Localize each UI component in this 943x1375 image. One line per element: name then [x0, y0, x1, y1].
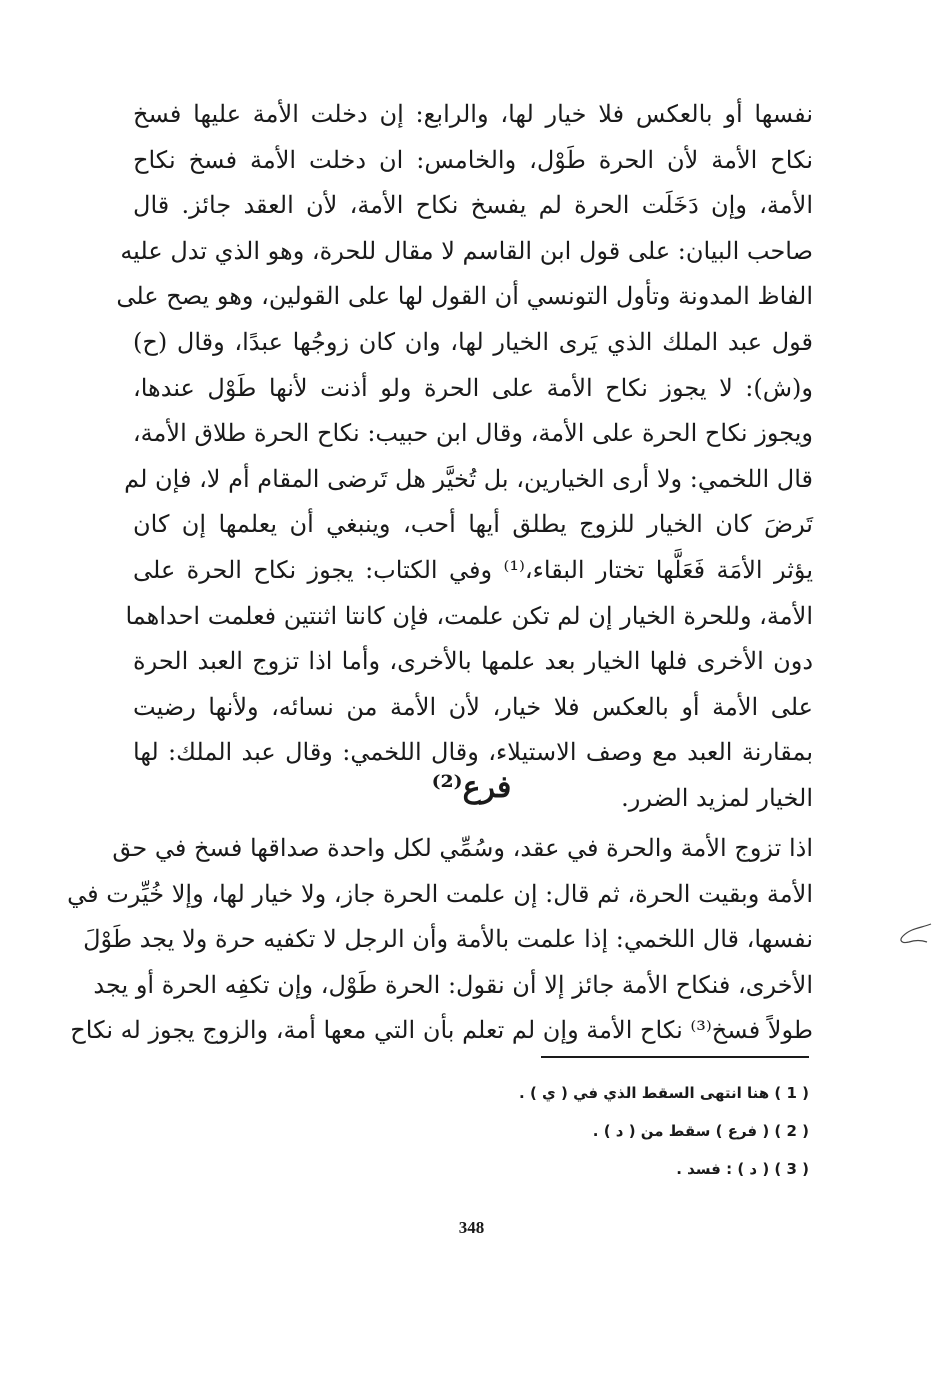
section-heading: فرع⁽²⁾: [431, 770, 512, 805]
text-line: نكاح الأمة لأن الحرة طَوْل، والخامس: ان دخلت الأمة فسخ نكاح: [133, 145, 813, 174]
text-line: الأمة، وإن دَخَلَت الحرة لم يفسخ نكاح الأمة، لأن العقد جائز. قال: [133, 191, 813, 220]
footnotes: [309, 1074, 809, 1188]
text-line: الفاظ المدونة وتأول التونسي أن القول لها على القولين، وهو يصح على: [116, 282, 813, 311]
text-line: نفسها، قال اللخمي: إذا علمت بالأمة وأن الرجل لا تكفيه حرة ولا يجد طَوْلَ: [83, 925, 813, 954]
text-line: اذا تزوج الأمة والحرة في عقد، وسُمِّي لكل واحدة صداقها فسخ في حق: [112, 834, 813, 862]
text-line: بمقارنة العبد مع وصف الاستيلاء، وقال اللخمي: وقال عبد الملك: لها: [133, 738, 813, 767]
page-number: 348: [458, 1218, 485, 1237]
text-line: طولاً فسخ⁽³⁾ نكاح الأمة وإن لم تعلم بأن التي معها أمة، والزوج يجوز له نكاح: [70, 1016, 813, 1045]
footnote-item: ( 2 ) ( فرع ) سقط من ( د ) .: [592, 1122, 809, 1140]
text-line: دون الأخرى فلها الخيار بعد علمها بالأخرى، وأما اذا تزوج العبد الحرة: [133, 647, 814, 676]
section-text-block: [67, 826, 813, 1054]
text-line: صاحب البيان: على قول ابن القاسم لا مقال للحرة، وهو الذي تدل عليه: [120, 236, 813, 265]
text-line: قال اللخمي: ولا أرى الخيارين، بل تُخيَّر هل تَرضى المقام أم لا، فإن لم: [124, 464, 813, 493]
text-line: نفسها أو بالعكس فلا خيار لها، والرابع: إن دخلت الأمة عليها فسخ: [133, 100, 814, 128]
text-line: على الأمة أو بالعكس فلا خيار، لأن الأمة من نسائه، ولأنها رضيت: [133, 692, 813, 721]
text-line: الأمة، وللحرة الخيار إن لم تكن علمت، فإن كانتا اثنتين فعلمت احداهما: [125, 601, 813, 630]
text-line: تَرضَ كان الخيار للزوج يطلق أيها أحب، وينبغي أن يعلمها إن كان: [133, 510, 813, 539]
footnote-item: ( 1 ) هنا انتهى السقط الذي في ( ي ) .: [519, 1084, 809, 1102]
text-line: قول عبد الملك الذي يَرى الخيار لها، وان كان زوجُها عبدًا، وقال (ح): [133, 327, 813, 356]
margin-pen-mark: [897, 918, 933, 952]
main-text-block: [116, 92, 814, 822]
text-line: الأمة وبقيت الحرة، ثم قال: إن علمت الحرة جاز، ولا خيار لها، وإلا خُيِّرت في: [67, 879, 813, 908]
footnote-separator: [541, 1056, 809, 1058]
text-line: يؤثر الأمَة فَعَلَّها تختار البقاء،⁽¹⁾ وفي الكتاب: يجوز نكاح الحرة على: [133, 555, 813, 584]
text-line: الأخرى، فنكاح الأمة جائز إلا أن نقول: الحرة طَوْل، وإن تكفِه الحرة أو يجد: [93, 970, 813, 999]
text-line: و(ش): لا يجوز نكاح الأمة على الحرة ولو أذنت لأنها طَوْل عندها،: [133, 373, 813, 402]
text-line: ويجوز نكاح الحرة على الأمة، وقال ابن حبيب: نكاح الحرة طلاق الأمة،: [132, 419, 813, 448]
text-line: الخيار لمزيد الضرر.: [621, 783, 813, 812]
footnote-item: ( 3 ) ( د ) : فسد .: [676, 1160, 809, 1178]
